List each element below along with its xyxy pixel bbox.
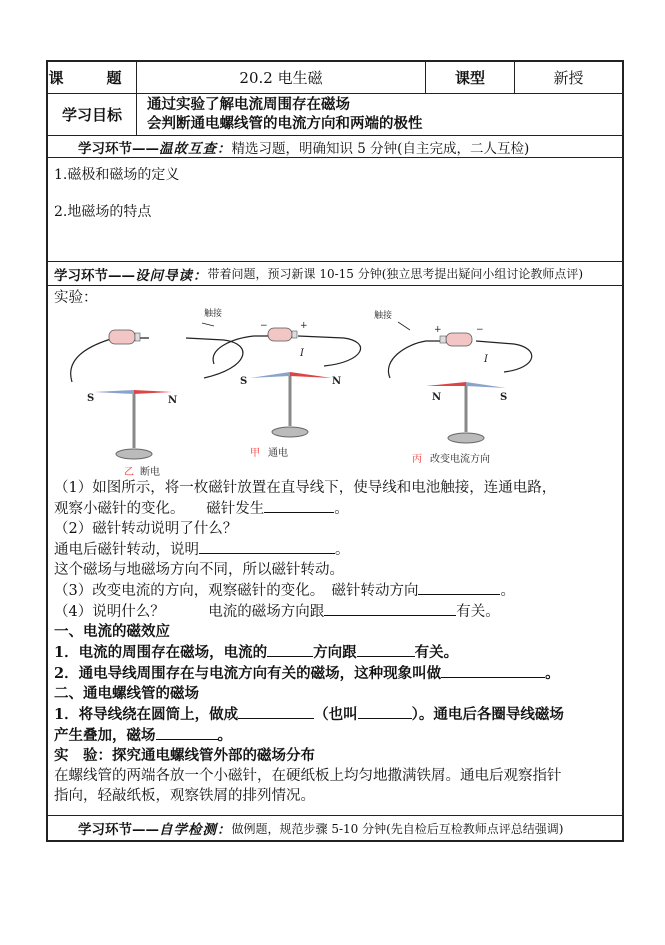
goal-1: 通过实验了解电流周围存在磁场 bbox=[147, 96, 350, 113]
experiment-label: 实验： bbox=[54, 290, 98, 306]
heading-1: 一、电流的磁效应 bbox=[54, 623, 170, 640]
effect-1: 1．电流的周围存在磁场，电流的 方向跟 有关。 bbox=[54, 644, 459, 661]
n-label: N bbox=[332, 376, 342, 387]
panel-reversed bbox=[374, 309, 532, 465]
section-review-header bbox=[48, 136, 622, 158]
caption-prefix: 甲 bbox=[250, 448, 260, 459]
header-row bbox=[48, 62, 622, 94]
s-label: S bbox=[87, 393, 95, 404]
caption-prefix: 乙 bbox=[124, 467, 134, 478]
heading-2: 二、通电螺线管的磁场 bbox=[54, 685, 199, 702]
n-label: N bbox=[432, 392, 442, 403]
plus-sign: + bbox=[300, 321, 308, 331]
course-title: 20.2 电生磁 bbox=[137, 62, 426, 93]
touch-label: 触接 bbox=[374, 311, 393, 321]
section-test-header bbox=[48, 816, 622, 840]
answer-blank[interactable] bbox=[238, 704, 314, 719]
type-value: 新授 bbox=[553, 69, 584, 87]
answer-blank[interactable] bbox=[267, 642, 313, 657]
answer-blank[interactable] bbox=[324, 601, 456, 616]
answer-2-note: 这个磁场与地磁场方向不同，所以磁针转动。 bbox=[54, 562, 344, 578]
minus-sign: − bbox=[476, 325, 484, 335]
section-desc: 做例题，规范步骤 5-10 分钟(先自检后互检教师点评总结强调) bbox=[231, 821, 564, 836]
answer-blank[interactable] bbox=[199, 539, 335, 554]
caption-text: 通电 bbox=[268, 448, 288, 459]
goals-label: 学习目标 bbox=[48, 94, 137, 135]
review-item: 1.磁极和磁场的定义 bbox=[54, 167, 180, 183]
plus-sign: + bbox=[434, 325, 442, 335]
answer-blank[interactable] bbox=[357, 642, 415, 657]
minus-sign: − bbox=[260, 321, 268, 331]
answer-blank[interactable] bbox=[441, 663, 545, 678]
question-2: （2）磁针转动说明了什么？ bbox=[54, 521, 238, 537]
answer-blank[interactable] bbox=[358, 704, 412, 719]
question-4: （4）说明什么？ 电流的磁场方向跟 有关。 bbox=[54, 601, 622, 622]
review-item: 2.地磁场的特点 bbox=[54, 204, 152, 220]
question-1-line-1: （1）如图所示，将一枚磁针放置在直导线下，使导线和电池触接，连通电路， bbox=[54, 480, 557, 496]
caption-text: 断电 bbox=[140, 467, 160, 478]
goals-row bbox=[48, 94, 622, 136]
current-label: I bbox=[300, 348, 304, 359]
current-label: I bbox=[484, 354, 488, 365]
question-1-line-2: 观察小磁针的变化。 磁针发生 。 bbox=[54, 498, 622, 519]
section-name: 自学检测： bbox=[159, 822, 232, 838]
type-label: 课型 bbox=[426, 62, 515, 93]
answer-blank[interactable] bbox=[156, 725, 218, 740]
caption-text: 改变电流方向 bbox=[430, 454, 490, 465]
goal-2: 会判断通电螺线管的电流方向和两端的极性 bbox=[147, 115, 423, 132]
experiment-heading: 实 验：探究通电螺线管外部的磁场分布 bbox=[54, 747, 315, 764]
goals-text bbox=[137, 94, 622, 135]
solenoid-2: 产生叠加，磁场 。 bbox=[54, 727, 232, 744]
experiment-paragraph-2: 指向，轻敲纸板，观察铁屑的排列情况。 bbox=[54, 788, 315, 804]
section-name: 温故互查： bbox=[159, 140, 232, 157]
compass-experiment-illustration bbox=[54, 308, 622, 478]
answer-blank[interactable] bbox=[418, 580, 500, 595]
section-prefix: 学习环节—— bbox=[78, 140, 159, 157]
panel-off bbox=[71, 330, 243, 478]
section-prefix: 学习环节—— bbox=[78, 822, 159, 838]
answer-2: 通电后磁针转动，说明 。 bbox=[54, 539, 622, 560]
course-label: 课 题 bbox=[48, 62, 137, 93]
s-label: S bbox=[500, 392, 508, 403]
section-preview-header bbox=[48, 262, 622, 286]
touch-label: 触接 bbox=[204, 309, 223, 319]
effect-2: 2．通电导线周围存在与电流方向有关的磁场，这种现象叫做 。 bbox=[54, 665, 560, 682]
caption-prefix: 丙 bbox=[412, 454, 422, 465]
solenoid-1: 1．将导线绕在圆筒上，做成 （也叫 ）。通电后各圈导线磁场 bbox=[54, 706, 564, 723]
preview-content bbox=[48, 288, 622, 816]
section-name: 设问导读： bbox=[135, 267, 208, 284]
question-3: （3）改变电流的方向，观察磁针的变化。 磁针转动方向 。 bbox=[54, 580, 622, 601]
section-prefix: 学习环节—— bbox=[54, 267, 135, 284]
review-block bbox=[48, 158, 622, 262]
section-desc: 带着问题，预习新课 10-15 分钟(独立思考提出疑问小组讨论教师点评) bbox=[207, 267, 584, 281]
experiment-paragraph-1: 在螺线管的两端各放一个小磁针，在硬纸板上均匀地撒满铁屑。通电后观察指针 bbox=[54, 768, 562, 784]
section-desc: 精选习题，明确知识 5 分钟(自主完成，二人互检) bbox=[231, 140, 530, 157]
panel-on bbox=[202, 308, 361, 459]
answer-blank[interactable] bbox=[264, 498, 334, 513]
lesson-plan-table bbox=[46, 60, 624, 842]
n-label: N bbox=[168, 395, 178, 406]
experiment-figure bbox=[54, 308, 622, 478]
s-label: S bbox=[240, 376, 248, 387]
